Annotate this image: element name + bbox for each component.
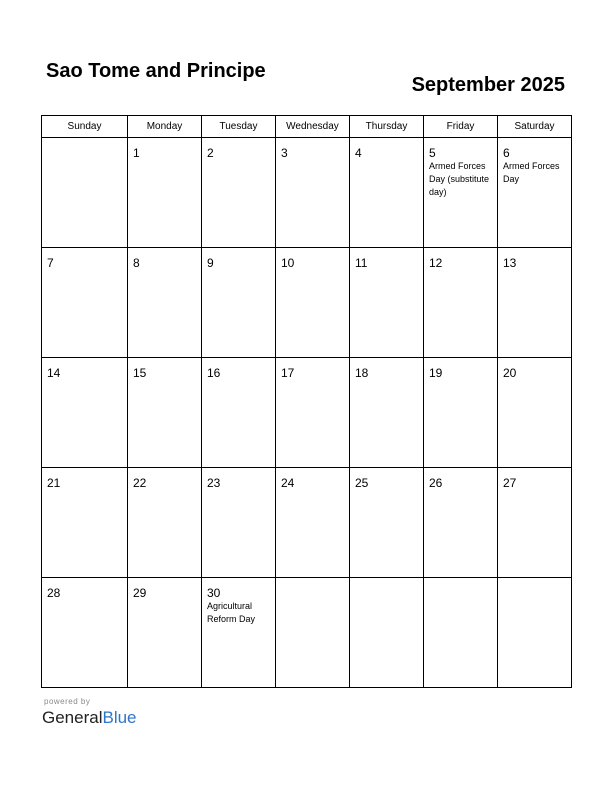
holiday-label: Agricultural Reform Day [207, 601, 256, 624]
day-number: 25 [355, 476, 369, 490]
day-number: 24 [281, 476, 295, 490]
day-cell [42, 358, 128, 468]
day-number: 16 [207, 366, 221, 380]
week-row [42, 578, 572, 688]
day-number: 30 [207, 586, 221, 600]
week-row [42, 248, 572, 358]
day-number: 4 [355, 146, 362, 160]
day-cell [424, 578, 498, 688]
day-cell [202, 578, 276, 688]
day-cell [498, 248, 572, 358]
weekday-header: Thursday [350, 116, 424, 138]
day-cell [128, 138, 202, 248]
day-cell [498, 468, 572, 578]
day-number: 6 [503, 146, 510, 160]
week-row [42, 138, 572, 248]
day-cell [350, 468, 424, 578]
day-cell [202, 358, 276, 468]
day-number: 19 [429, 366, 443, 380]
day-number: 10 [281, 256, 295, 270]
day-cell [202, 248, 276, 358]
generalblue-logo [42, 707, 137, 729]
weekday-header: Monday [128, 116, 202, 138]
day-cell [424, 358, 498, 468]
brand-part-blue: Blue [102, 708, 137, 727]
day-cell [42, 468, 128, 578]
footer-brand [42, 697, 137, 729]
day-cell [276, 578, 350, 688]
day-number: 15 [133, 366, 147, 380]
day-cell [128, 248, 202, 358]
day-number: 7 [47, 256, 54, 270]
day-number: 22 [133, 476, 147, 490]
day-number: 21 [47, 476, 61, 490]
week-row [42, 358, 572, 468]
day-number: 13 [503, 256, 517, 270]
day-cell [276, 468, 350, 578]
day-number: 18 [355, 366, 369, 380]
day-number: 9 [207, 256, 214, 270]
day-number: 1 [133, 146, 140, 160]
day-cell [202, 468, 276, 578]
day-number: 29 [133, 586, 147, 600]
day-cell [424, 248, 498, 358]
day-cell [350, 358, 424, 468]
day-number: 8 [133, 256, 140, 270]
weekday-header: Sunday [42, 116, 128, 138]
weekday-header: Wednesday [276, 116, 350, 138]
day-cell [276, 248, 350, 358]
day-number: 3 [281, 146, 288, 160]
day-cell [350, 138, 424, 248]
day-cell [42, 248, 128, 358]
calendar-grid [41, 115, 572, 688]
day-cell [128, 578, 202, 688]
day-cell [42, 578, 128, 688]
day-cell [276, 358, 350, 468]
holiday-label: Armed Forces Day [503, 161, 560, 184]
day-number: 20 [503, 366, 517, 380]
holiday-label: Armed Forces Day (substitute day) [429, 161, 490, 197]
day-cell [350, 578, 424, 688]
day-number: 5 [429, 146, 436, 160]
day-cell [350, 248, 424, 358]
day-number: 28 [47, 586, 61, 600]
powered-by-text: powered by [44, 697, 91, 706]
day-number: 27 [503, 476, 517, 490]
day-number: 2 [207, 146, 214, 160]
day-number: 11 [355, 256, 368, 270]
month-title: September 2025 [411, 74, 565, 96]
day-number: 12 [429, 256, 443, 270]
day-cell [276, 138, 350, 248]
day-cell [128, 358, 202, 468]
day-number: 17 [281, 366, 295, 380]
day-cell [498, 138, 572, 248]
day-cell [424, 138, 498, 248]
day-cell [202, 138, 276, 248]
day-cell [424, 468, 498, 578]
weekday-header: Tuesday [202, 116, 276, 138]
weekday-header: Saturday [498, 116, 572, 138]
day-cell [498, 578, 572, 688]
brand-part-general: General [42, 708, 103, 727]
day-number: 14 [47, 366, 61, 380]
week-row [42, 468, 572, 578]
weekday-header-row [42, 116, 572, 138]
day-number: 23 [207, 476, 221, 490]
day-cell [498, 358, 572, 468]
day-number: 26 [429, 476, 443, 490]
weekday-header: Friday [424, 116, 498, 138]
country-title: Sao Tome and Principe [46, 60, 266, 82]
day-cell [128, 468, 202, 578]
day-cell [42, 138, 128, 248]
